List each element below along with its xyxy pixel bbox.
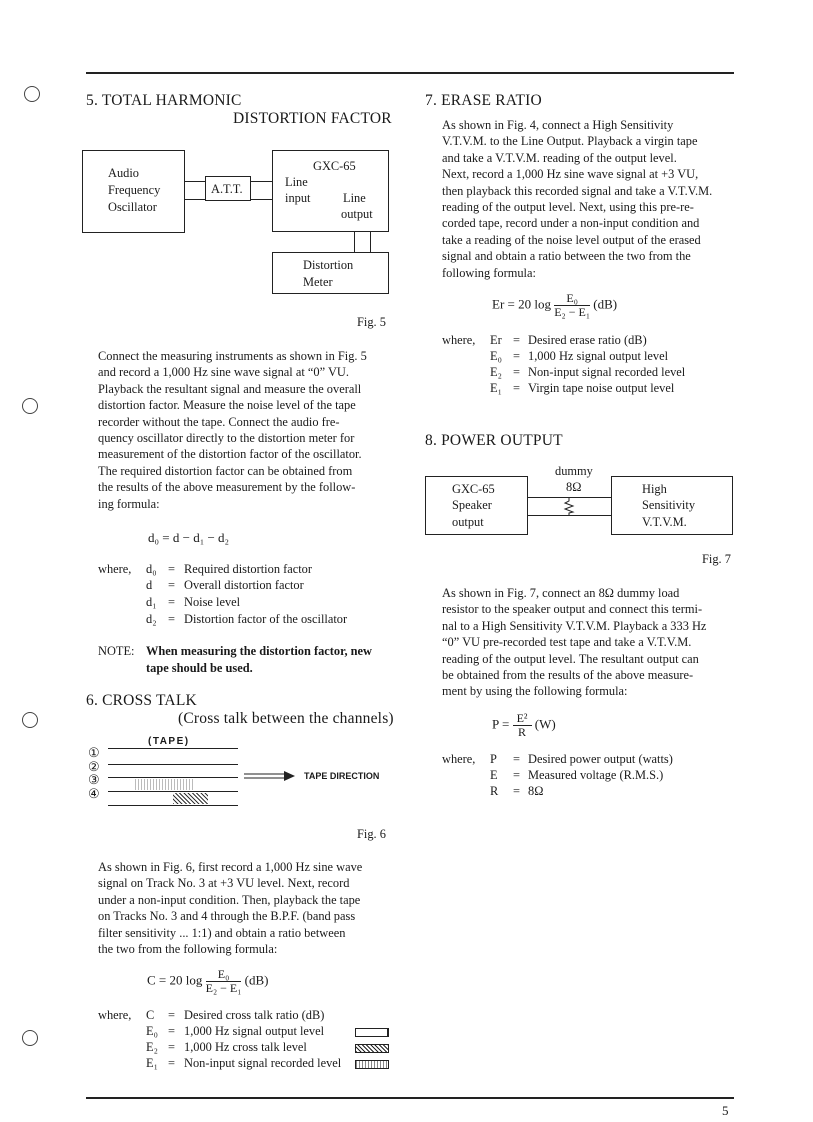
- def-symbol: E: [490, 768, 498, 782]
- def-symbol: d₀: [146, 562, 157, 576]
- section-5-paragraph: Connect the measuring instruments as shown in Fig. 5 and record a 1,000 Hz sine wave signal at “0” VU. Playback the resultant signal and measure the overall distortion factor. Measure the noise level of the tape recorder without the tape. Connect the audio fre- quency oscillator directly to the distortion meter for measurement of the distortion factor of the oscillator. The required distortion factor can be obtained from the results of the above measurement by the follow- ing formula:: [98, 349, 367, 511]
- note-line-2: tape should be used.: [146, 661, 253, 675]
- def-eq: =: [168, 1056, 175, 1070]
- s7-formula: Er = 20 log $\frac{\text{E₀}}{\text{E₂ − E₁}}$ (dB): [492, 291, 618, 319]
- track4-crosstalk-hatch: [173, 793, 208, 804]
- def-eq: =: [168, 562, 175, 576]
- where-label: where,: [98, 562, 132, 576]
- legend-crosstalk-swatch: [355, 1044, 389, 1053]
- def-eq: =: [168, 578, 175, 592]
- line-input-label-2: input: [285, 191, 311, 205]
- def-eq: =: [168, 1040, 175, 1054]
- section-5-title-line2: DISTORTION FACTOR: [233, 110, 392, 127]
- section-6-title: 6. CROSS TALK: [86, 692, 197, 709]
- gxc65-box: [272, 150, 389, 232]
- line-input-label-1: Line: [285, 175, 308, 189]
- def-text: Required distortion factor: [184, 562, 313, 576]
- def-text: Measured voltage (R.M.S.): [528, 768, 664, 782]
- where-label: where,: [98, 1008, 132, 1022]
- line-output-label-2: output: [341, 207, 373, 221]
- binder-hole-mark: [22, 398, 38, 414]
- att-box: [205, 176, 251, 201]
- def-eq: =: [168, 1008, 175, 1022]
- distortion-meter-box: [272, 252, 389, 294]
- def-text: Non-input signal recorded level: [184, 1056, 342, 1070]
- def-eq: =: [513, 333, 520, 347]
- def-eq: =: [513, 365, 520, 379]
- def-text: Overall distortion factor: [184, 578, 304, 592]
- binder-hole-mark: [24, 86, 40, 102]
- tape-edge: [108, 748, 238, 749]
- line-output-label-1: Line: [343, 191, 366, 205]
- def-eq: =: [513, 381, 520, 395]
- tape-direction-label: TAPE DIRECTION: [304, 771, 380, 781]
- def-text: 1,000 Hz signal output level: [528, 349, 669, 363]
- gxc-label-3: output: [452, 515, 484, 529]
- wire: [185, 199, 206, 200]
- def-symbol: d: [146, 578, 153, 592]
- gxc-label-2: Speaker: [452, 498, 492, 512]
- ohm-label: 8Ω: [566, 480, 582, 494]
- binder-hole-mark: [22, 1030, 38, 1046]
- def-symbol: d₂: [146, 612, 157, 626]
- fig6-caption: Fig. 6: [357, 827, 386, 841]
- def-eq: =: [168, 1024, 175, 1038]
- where-label: where,: [442, 752, 476, 766]
- s8-formula: P = $\frac{\text{E²}}{R}$ (W): [492, 711, 556, 739]
- wire: [354, 232, 355, 253]
- section-5-title-line1: 5. TOTAL HARMONIC: [86, 92, 242, 109]
- def-eq: =: [168, 612, 175, 626]
- track-line: [108, 777, 238, 778]
- def-symbol: C: [146, 1008, 155, 1022]
- def-symbol: P: [490, 752, 497, 766]
- def-eq: =: [168, 595, 175, 609]
- def-text: Desired power output (watts): [528, 752, 673, 766]
- def-eq: =: [513, 752, 520, 766]
- audio-oscillator-box: [82, 150, 185, 233]
- att-label: A.T.T.: [211, 182, 243, 196]
- vtvm-label-1: High: [642, 482, 667, 496]
- osc-label-3: Oscillator: [108, 200, 157, 214]
- wire: [251, 181, 272, 182]
- s6-formula: C = 20 log $\frac{\text{E₀}}{\text{E₂ − E₁}}$ (dB): [147, 967, 269, 995]
- binder-hole-mark: [22, 712, 38, 728]
- def-symbol: d₁: [146, 595, 157, 609]
- page-number: 5: [722, 1103, 729, 1118]
- bottom-rule: [86, 1097, 734, 1099]
- def-eq: =: [513, 784, 520, 798]
- resistor-icon: [563, 497, 575, 516]
- fig7-caption: Fig. 7: [702, 552, 731, 566]
- track3-signal-shading: [135, 779, 195, 790]
- def-text: 1,000 Hz signal output level: [184, 1024, 325, 1038]
- def-text: Distortion factor of the oscillator: [184, 612, 348, 626]
- tape-direction-arrow-icon: [244, 770, 296, 782]
- wire: [370, 232, 371, 253]
- def-symbol: E₀: [146, 1024, 158, 1038]
- def-symbol: R: [490, 784, 499, 798]
- s5-formula: d₀ = d − d₁ − d₂: [148, 530, 230, 545]
- gxc-label: GXC-65: [313, 159, 356, 173]
- gxc-label-1: GXC-65: [452, 482, 495, 496]
- legend-noninput-swatch: [355, 1060, 389, 1069]
- def-text: Virgin tape noise output level: [528, 381, 675, 395]
- def-eq: =: [513, 768, 520, 782]
- fig5-caption: Fig. 5: [357, 315, 386, 329]
- track-numbers: ① ② ③ ④: [88, 745, 100, 801]
- vtvm-box: [611, 476, 733, 535]
- legend-signal-swatch: [355, 1028, 389, 1037]
- section-6-paragraph: As shown in Fig. 6, first record a 1,000 Hz sine wave signal on Track No. 3 at +3 VU level. Next, record under a non-input condition. Then, playback the tape on Tracks No. 3 and 4 through the B.P.F. (band pass filter sensitivity ... 1:1) and obtain a ratio between the two from the following formula:: [98, 860, 363, 957]
- def-text: Noise level: [184, 595, 241, 609]
- wire: [185, 181, 206, 182]
- note-line-1: When measuring the distortion factor, new: [146, 644, 373, 658]
- gxc65-speaker-box: [425, 476, 528, 535]
- dummy-label: dummy: [555, 464, 593, 478]
- def-symbol: E₁: [146, 1056, 158, 1070]
- def-symbol: Er: [490, 333, 502, 347]
- tape-edge: [108, 805, 238, 806]
- section-7-title: 7. ERASE RATIO: [425, 92, 542, 109]
- wire: [251, 199, 272, 200]
- note-label: NOTE:: [98, 644, 135, 658]
- def-eq: =: [513, 349, 520, 363]
- section-6-subtitle: (Cross talk between the channels): [178, 710, 394, 727]
- section-8-title: 8. POWER OUTPUT: [425, 432, 563, 449]
- def-symbol: E₂: [146, 1040, 158, 1054]
- def-text: Non-input signal recorded level: [528, 365, 686, 379]
- top-rule: [86, 72, 734, 74]
- section-7-paragraph: As shown in Fig. 4, connect a High Sensitivity V.T.V.M. to the Line Output. Playback a virgin tape and take a V.T.V.M. reading of the output level. Next, record a 1,000 Hz sine wave signal at +3 VU, then playback this recorded signal and take a V.T.V.M. reading of the output level. Next, using this pre-re- corded tape, record under a non-input condition and take a reading of the noise level output of the erased signal and obtain a ratio between the two from the following formula:: [442, 118, 713, 280]
- meter-label-1: Distortion: [303, 258, 354, 272]
- vtvm-label-3: V.T.V.M.: [642, 515, 687, 529]
- meter-label-2: Meter: [303, 275, 333, 289]
- def-text: 8Ω: [528, 784, 544, 798]
- def-symbol: E₂: [490, 365, 502, 379]
- track-line: [108, 791, 238, 792]
- def-text: Desired erase ratio (dB): [528, 333, 647, 347]
- def-text: 1,000 Hz cross talk level: [184, 1040, 307, 1054]
- def-symbol: E₁: [490, 381, 502, 395]
- tape-label: (TAPE): [148, 736, 190, 747]
- vtvm-label-2: Sensitivity: [642, 498, 696, 512]
- osc-label-2: Frequency: [108, 183, 161, 197]
- section-8-paragraph: As shown in Fig. 7, connect an 8Ω dummy load resistor to the speaker output and connect this termi- nal to a High Sensitivity V.T.V.M. Playback a 333 Hz “0” VU pre-recorded test tape and take a V.T.V.M. reading of the output level. The resultant output can be obtained from the results of the above measure- ment by using the following formula:: [442, 586, 707, 699]
- def-text: Desired cross talk ratio (dB): [184, 1008, 325, 1022]
- track-line: [108, 764, 238, 765]
- def-symbol: E₀: [490, 349, 502, 363]
- where-label: where,: [442, 333, 476, 347]
- osc-label-1: Audio: [108, 166, 139, 180]
